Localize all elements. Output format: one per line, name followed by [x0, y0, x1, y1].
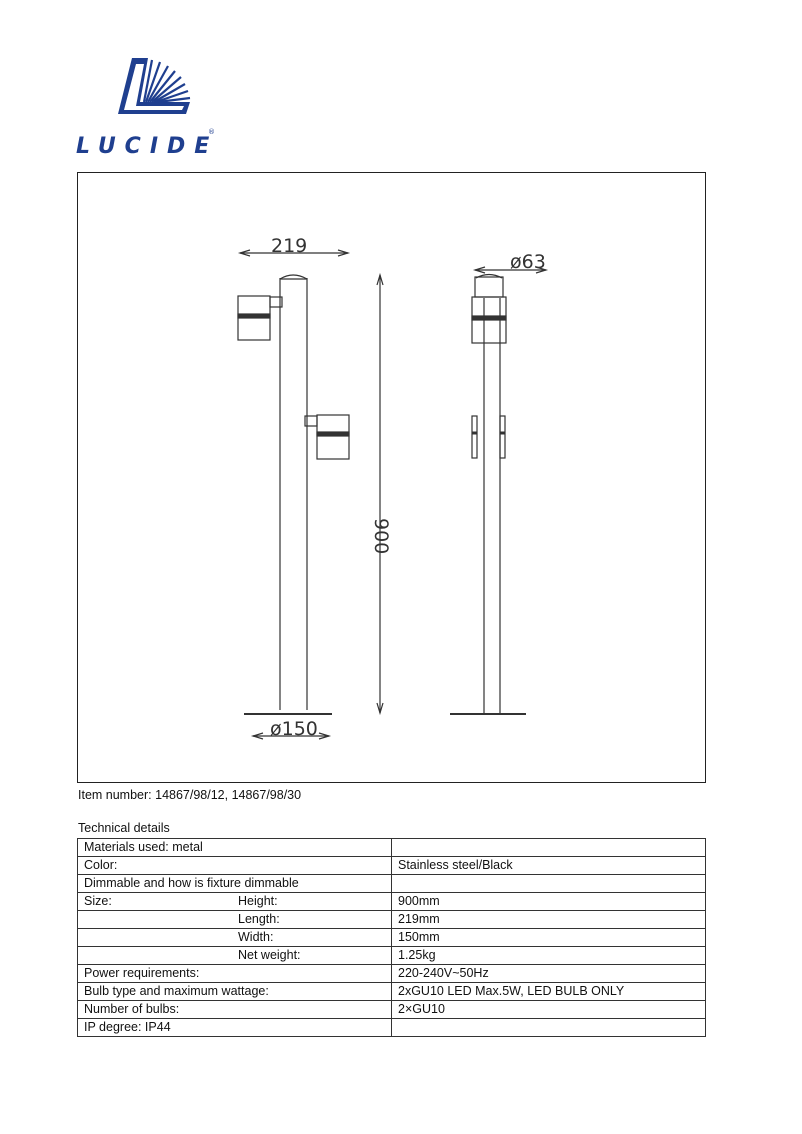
table-row: [78, 929, 706, 947]
lucide-logo-mark: [70, 50, 230, 160]
lucide-logo: [70, 50, 230, 160]
materials-label: Materials used: metal: [78, 839, 392, 857]
size-height-cell: [78, 893, 392, 911]
table-row: [78, 911, 706, 929]
ip-value: [392, 1019, 706, 1037]
dim-length-label: 219: [271, 235, 308, 257]
table-row: [78, 965, 706, 983]
dim-height-label: 900: [370, 518, 392, 555]
table-row: [78, 857, 706, 875]
table-row: [78, 875, 706, 893]
color-label: Color:: [78, 857, 392, 875]
table-row: [78, 839, 706, 857]
power-label: Power requirements:: [78, 965, 392, 983]
length-label: Length:: [238, 912, 280, 926]
materials-value: [392, 839, 706, 857]
height-label: Height:: [238, 894, 278, 908]
width-value: 150mm: [392, 929, 706, 947]
drawing-svg: [78, 173, 707, 784]
table-row: [78, 1001, 706, 1019]
dimmable-label: Dimmable and how is fixture dimmable: [78, 875, 392, 893]
table-row: [78, 893, 706, 911]
bulbs-value: 2×GU10: [392, 1001, 706, 1019]
registered-mark: ®: [208, 128, 215, 136]
bulb-type-label: Bulb type and maximum wattage:: [78, 983, 392, 1001]
width-cell: [78, 929, 392, 947]
item-number: Item number: 14867/98/12, 14867/98/30: [78, 788, 302, 802]
brand-name: LUCIDE: [76, 134, 219, 159]
table-row: [78, 983, 706, 1001]
power-value: 220-240V~50Hz: [392, 965, 706, 983]
net-weight-value: 1.25kg: [392, 947, 706, 965]
technical-details-heading: Technical details: [78, 821, 170, 835]
net-weight-label: Net weight:: [238, 948, 301, 962]
net-weight-cell: [78, 947, 392, 965]
dimmable-value: [392, 875, 706, 893]
table-row: [78, 1019, 706, 1037]
technical-drawing: [77, 172, 706, 783]
color-value: Stainless steel/Black: [392, 857, 706, 875]
ip-label: IP degree: IP44: [78, 1019, 392, 1037]
length-cell: [78, 911, 392, 929]
bulb-type-value: 2xGU10 LED Max.5W, LED BULB ONLY: [392, 983, 706, 1001]
table-row: [78, 947, 706, 965]
height-value: 900mm: [392, 893, 706, 911]
length-value: 219mm: [392, 911, 706, 929]
dim-base-label: ø150: [270, 718, 318, 740]
dim-top-diameter-label: ø63: [510, 251, 546, 273]
bulbs-label: Number of bulbs:: [78, 1001, 392, 1019]
spec-table: [77, 838, 706, 1037]
size-label: Size:: [84, 894, 112, 908]
width-label: Width:: [238, 930, 274, 944]
